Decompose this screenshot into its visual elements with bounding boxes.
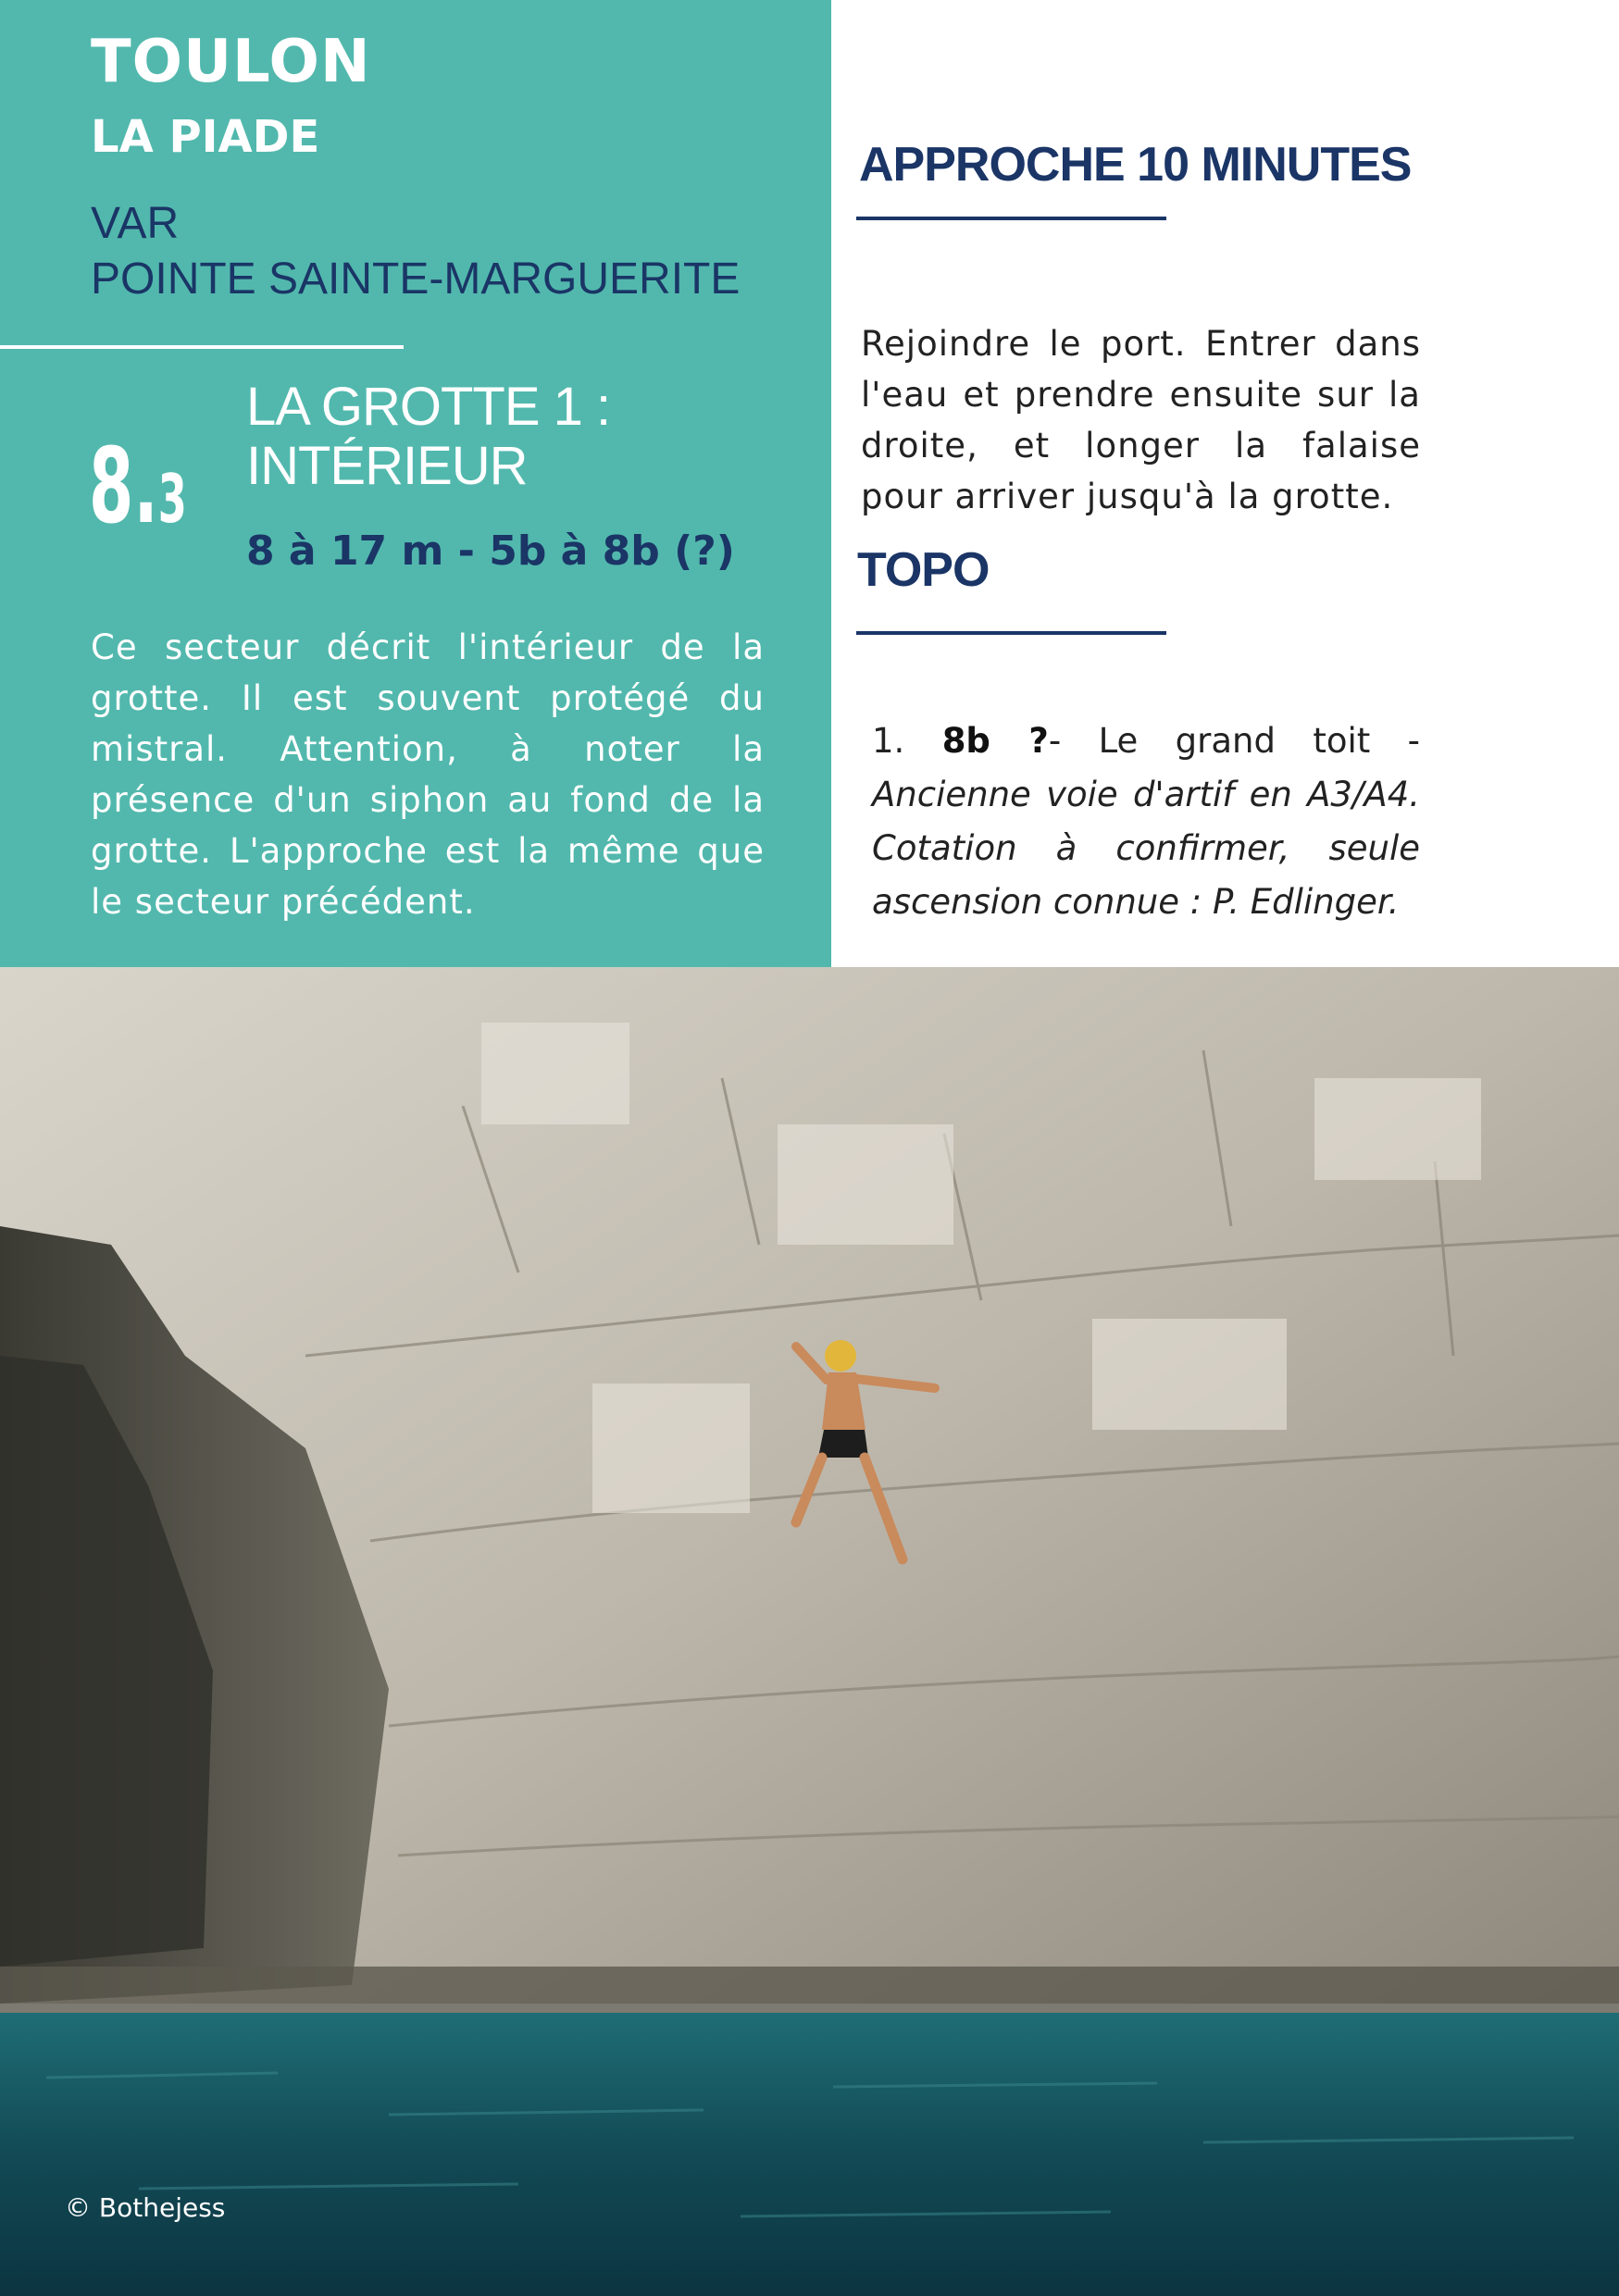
approach-heading: APPROCHE 10 MINUTES <box>859 138 1412 192</box>
sector-number <box>89 427 187 547</box>
page-title: TOULON <box>91 28 371 96</box>
topo-route-item <box>872 714 1420 929</box>
sector-number-minor: 3 <box>157 460 187 538</box>
approach-divider <box>856 217 1166 220</box>
route-grade: 8b ? <box>941 721 1049 761</box>
sector-title-line: INTÉRIEUR <box>246 436 528 496</box>
climbing-photo <box>0 967 1619 2296</box>
route-name: - Le grand toit - <box>1048 721 1421 761</box>
approach-text: Rejoindre le port. Entrer dans l'eau et prendre ensuite sur la droite, et longer la falaise pour arriver jusqu'à la grotte. <box>861 324 1421 516</box>
sector-number-major: 8. <box>89 427 158 547</box>
photo-credit: © Bothejess <box>65 2192 226 2223</box>
route-number: 1. <box>872 721 905 761</box>
sector-title-line: LA GROTTE 1 : <box>246 377 611 437</box>
route-note: Ancienne voie d'artif en A3/A4. Cotation à confirmer, seule ascension connue : P. Edlinger. <box>872 775 1420 922</box>
topo-heading: TOPO <box>857 543 990 597</box>
sector-description: Ce secteur décrit l'intérieur de la grotte. Il est souvent protégé du mistral. Attention, à noter la présence d'un siphon au fond de la grotte. L'approche est la même que le secteur précédent. <box>91 627 765 922</box>
region-line: VAR <box>91 199 180 248</box>
sector-grades: 8 à 17 m - 5b à 8b (?) <box>246 527 735 575</box>
sector-title <box>246 378 610 496</box>
topo-divider <box>856 631 1166 635</box>
cliff-photo-illustration <box>0 967 1619 2296</box>
page-subtitle: LA PIADE <box>91 111 320 163</box>
region-line: POINTE SAINTE-MARGUERITE <box>91 254 741 304</box>
region-block <box>91 196 740 307</box>
header-divider <box>0 345 404 349</box>
